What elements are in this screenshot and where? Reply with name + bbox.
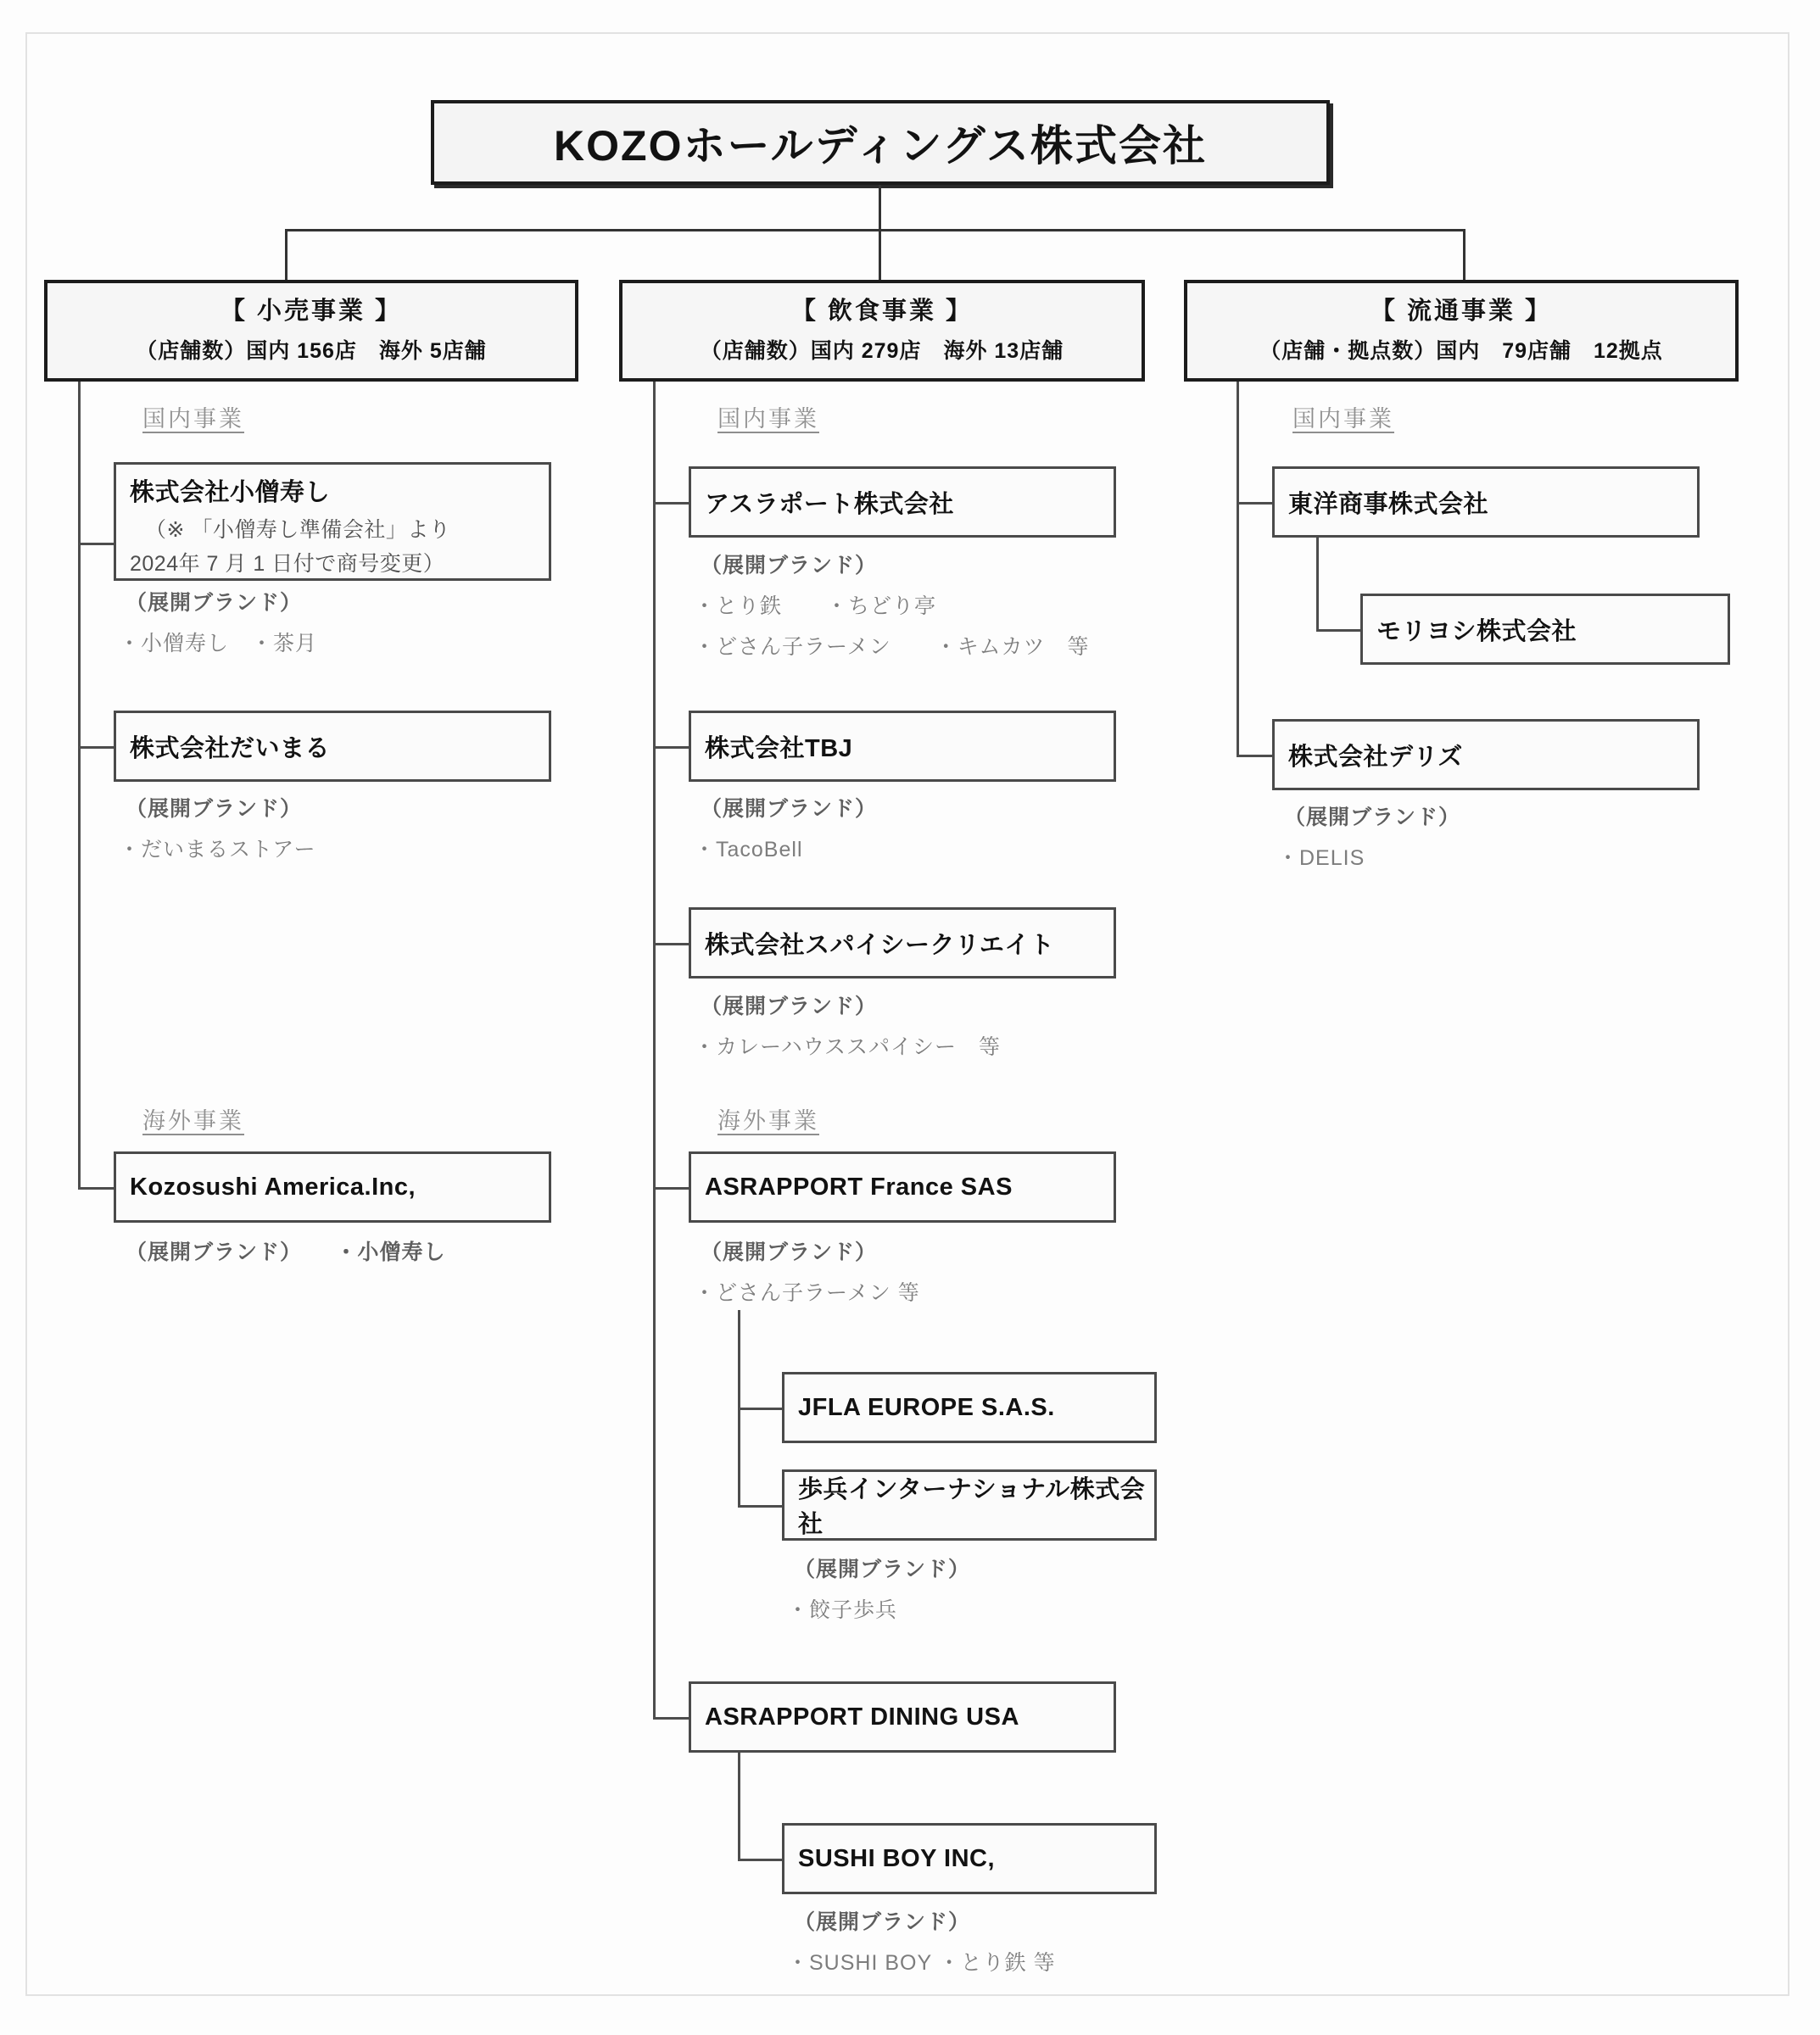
- company-name-jfla-europe: JFLA EUROPE S.A.S.: [798, 1393, 1055, 1421]
- company-box-asrapport-france[interactable]: [689, 1151, 1116, 1223]
- company-name-daimaru: 株式会社だいまる: [130, 734, 331, 762]
- division-stats-retail: （店舗数）国内 156店 海外 5店舗: [136, 338, 487, 363]
- food-domestic-section-label: 国内事業: [717, 406, 819, 432]
- division-title-food: 【 飲食事業 】: [790, 298, 974, 326]
- company-box-moriyoshi[interactable]: [1360, 594, 1730, 665]
- brand-list-asrapport-line1: ・とり鉄 ・ちどり亭: [694, 594, 937, 618]
- company-box-spicy-create[interactable]: [689, 907, 1116, 978]
- company-note-kozosushi-line2: 2024年 7 月 1 日付で商号変更）: [130, 551, 445, 576]
- division-box-retail[interactable]: [44, 280, 578, 382]
- division-title-distribution: 【 流通事業 】: [1370, 298, 1553, 326]
- brand-header-daimaru: （展開ブランド）: [126, 797, 303, 821]
- division-box-distribution[interactable]: [1184, 280, 1739, 382]
- asrapport-dining-subtrunk: [738, 1753, 740, 1859]
- company-name-asrapport: アスラポート株式会社: [705, 490, 954, 518]
- brand-header-tbj: （展開ブランド）: [701, 797, 878, 821]
- brand-header-asrapport-france: （展開ブランド）: [701, 1241, 878, 1264]
- food-connector-asrapport-dining-usa: [653, 1717, 689, 1720]
- food-trunk-line: [653, 382, 656, 1717]
- connector-moriyoshi: [1316, 629, 1360, 632]
- root-bus-line: [285, 229, 1465, 231]
- brand-list-kozosushi: ・小僧寿し ・茶月: [119, 632, 318, 655]
- retail-domestic-section-label: 国内事業: [142, 406, 244, 432]
- company-name-sushi-boy: SUSHI BOY INC,: [798, 1844, 996, 1872]
- company-name-tbj: 株式会社TBJ: [705, 734, 853, 762]
- company-box-asrapport[interactable]: [689, 466, 1116, 538]
- food-connector-asrapport: [653, 502, 689, 505]
- brand-list-spicy-create: ・カレーハウススパイシー 等: [694, 1035, 1002, 1059]
- company-name-asrapport-france: ASRAPPORT France SAS: [705, 1173, 1013, 1201]
- root-branch-line-1: [879, 229, 881, 280]
- distribution-connector-delis: [1237, 755, 1272, 757]
- brand-header-spicy-create: （展開ブランド）: [701, 995, 878, 1018]
- brand-inline-kozosushi-america: （展開ブランド） ・小僧寿し: [126, 1241, 446, 1264]
- company-box-toyo-shoji[interactable]: [1272, 466, 1700, 538]
- company-box-hohei-international[interactable]: [782, 1469, 1157, 1541]
- company-name-toyo-shoji: 東洋商事株式会社: [1288, 490, 1489, 518]
- company-box-asrapport-dining-usa[interactable]: [689, 1681, 1116, 1753]
- company-name-kozosushi-america: Kozosushi America.Inc,: [130, 1173, 416, 1201]
- root-drop-line: [879, 185, 881, 229]
- brand-header-kozosushi: （展開ブランド）: [126, 591, 303, 615]
- company-box-kozosushi-america[interactable]: [114, 1151, 551, 1223]
- connector-hohei-international: [738, 1505, 782, 1508]
- division-stats-distribution: （店舗・拠点数）国内 79店舗 12拠点: [1259, 338, 1663, 363]
- root-branch-line-2: [1463, 229, 1465, 280]
- company-note-kozosushi-line1: （※ 「小僧寿し準備会社」より: [145, 517, 451, 542]
- connector-sushi-boy: [738, 1859, 782, 1861]
- food-connector-tbj: [653, 746, 689, 749]
- brand-list-daimaru: ・だいまるストアー: [119, 838, 316, 861]
- root-company-box[interactable]: [431, 100, 1330, 185]
- brand-header-sushi-boy: （展開ブランド）: [794, 1910, 971, 1934]
- distribution-trunk-line: [1237, 382, 1239, 755]
- division-stats-food: （店舗数）国内 279店 海外 13店舗: [700, 338, 1064, 363]
- company-box-delis[interactable]: [1272, 719, 1700, 790]
- retail-trunk-line: [78, 382, 81, 1187]
- brand-list-sushi-boy: ・SUSHI BOY ・とり鉄 等: [787, 1951, 1056, 1975]
- brand-list-hohei-international: ・餃子歩兵: [787, 1598, 898, 1622]
- division-box-food[interactable]: [619, 280, 1145, 382]
- company-name-delis: 株式会社デリズ: [1288, 743, 1463, 771]
- retail-connector-kozosushi-america: [78, 1187, 114, 1190]
- brand-list-asrapport-line2: ・どさん子ラーメン ・キムカツ 等: [694, 635, 1090, 659]
- company-box-tbj[interactable]: [689, 711, 1116, 782]
- root-company-label: KOZOホールディングス株式会社: [554, 122, 1207, 170]
- brand-list-delis: ・DELIS: [1277, 846, 1365, 870]
- company-name-hohei-international: 歩兵インターナショナル株式会社: [798, 1476, 1146, 1538]
- distribution-connector-toyo-shoji: [1237, 502, 1272, 505]
- brand-header-hohei-international: （展開ブランド）: [794, 1558, 971, 1581]
- company-name-asrapport-dining-usa: ASRAPPORT DINING USA: [705, 1703, 1019, 1731]
- root-branch-line-0: [285, 229, 288, 280]
- company-name-kozosushi: 株式会社小僧寿し: [130, 478, 331, 506]
- retail-overseas-section-label: 海外事業: [142, 1108, 244, 1134]
- retail-connector-kozo: [78, 543, 114, 545]
- brand-list-asrapport-france: ・どさん子ラーメン 等: [694, 1281, 920, 1305]
- brand-header-asrapport: （展開ブランド）: [701, 554, 878, 577]
- food-overseas-section-label: 海外事業: [717, 1108, 819, 1134]
- company-box-daimaru[interactable]: [114, 711, 551, 782]
- food-connector-asrapport-france: [653, 1187, 689, 1190]
- company-box-jfla-europe[interactable]: [782, 1372, 1157, 1443]
- company-box-sushi-boy[interactable]: [782, 1823, 1157, 1894]
- brand-header-delis: （展開ブランド）: [1284, 806, 1461, 829]
- company-name-spicy-create: 株式会社スパイシークリエイト: [705, 931, 1055, 959]
- connector-jfla-europe: [738, 1408, 782, 1410]
- retail-connector-daimaru: [78, 746, 114, 749]
- toyo-shoji-subtrunk: [1316, 538, 1319, 629]
- company-box-kozosushi[interactable]: [114, 462, 551, 581]
- division-title-retail: 【 小売事業 】: [220, 298, 403, 326]
- food-connector-spicy-create: [653, 943, 689, 945]
- company-name-moriyoshi: モリヨシ株式会社: [1376, 617, 1577, 645]
- distribution-domestic-section-label: 国内事業: [1292, 406, 1394, 432]
- brand-list-tbj: ・TacoBell: [694, 838, 803, 861]
